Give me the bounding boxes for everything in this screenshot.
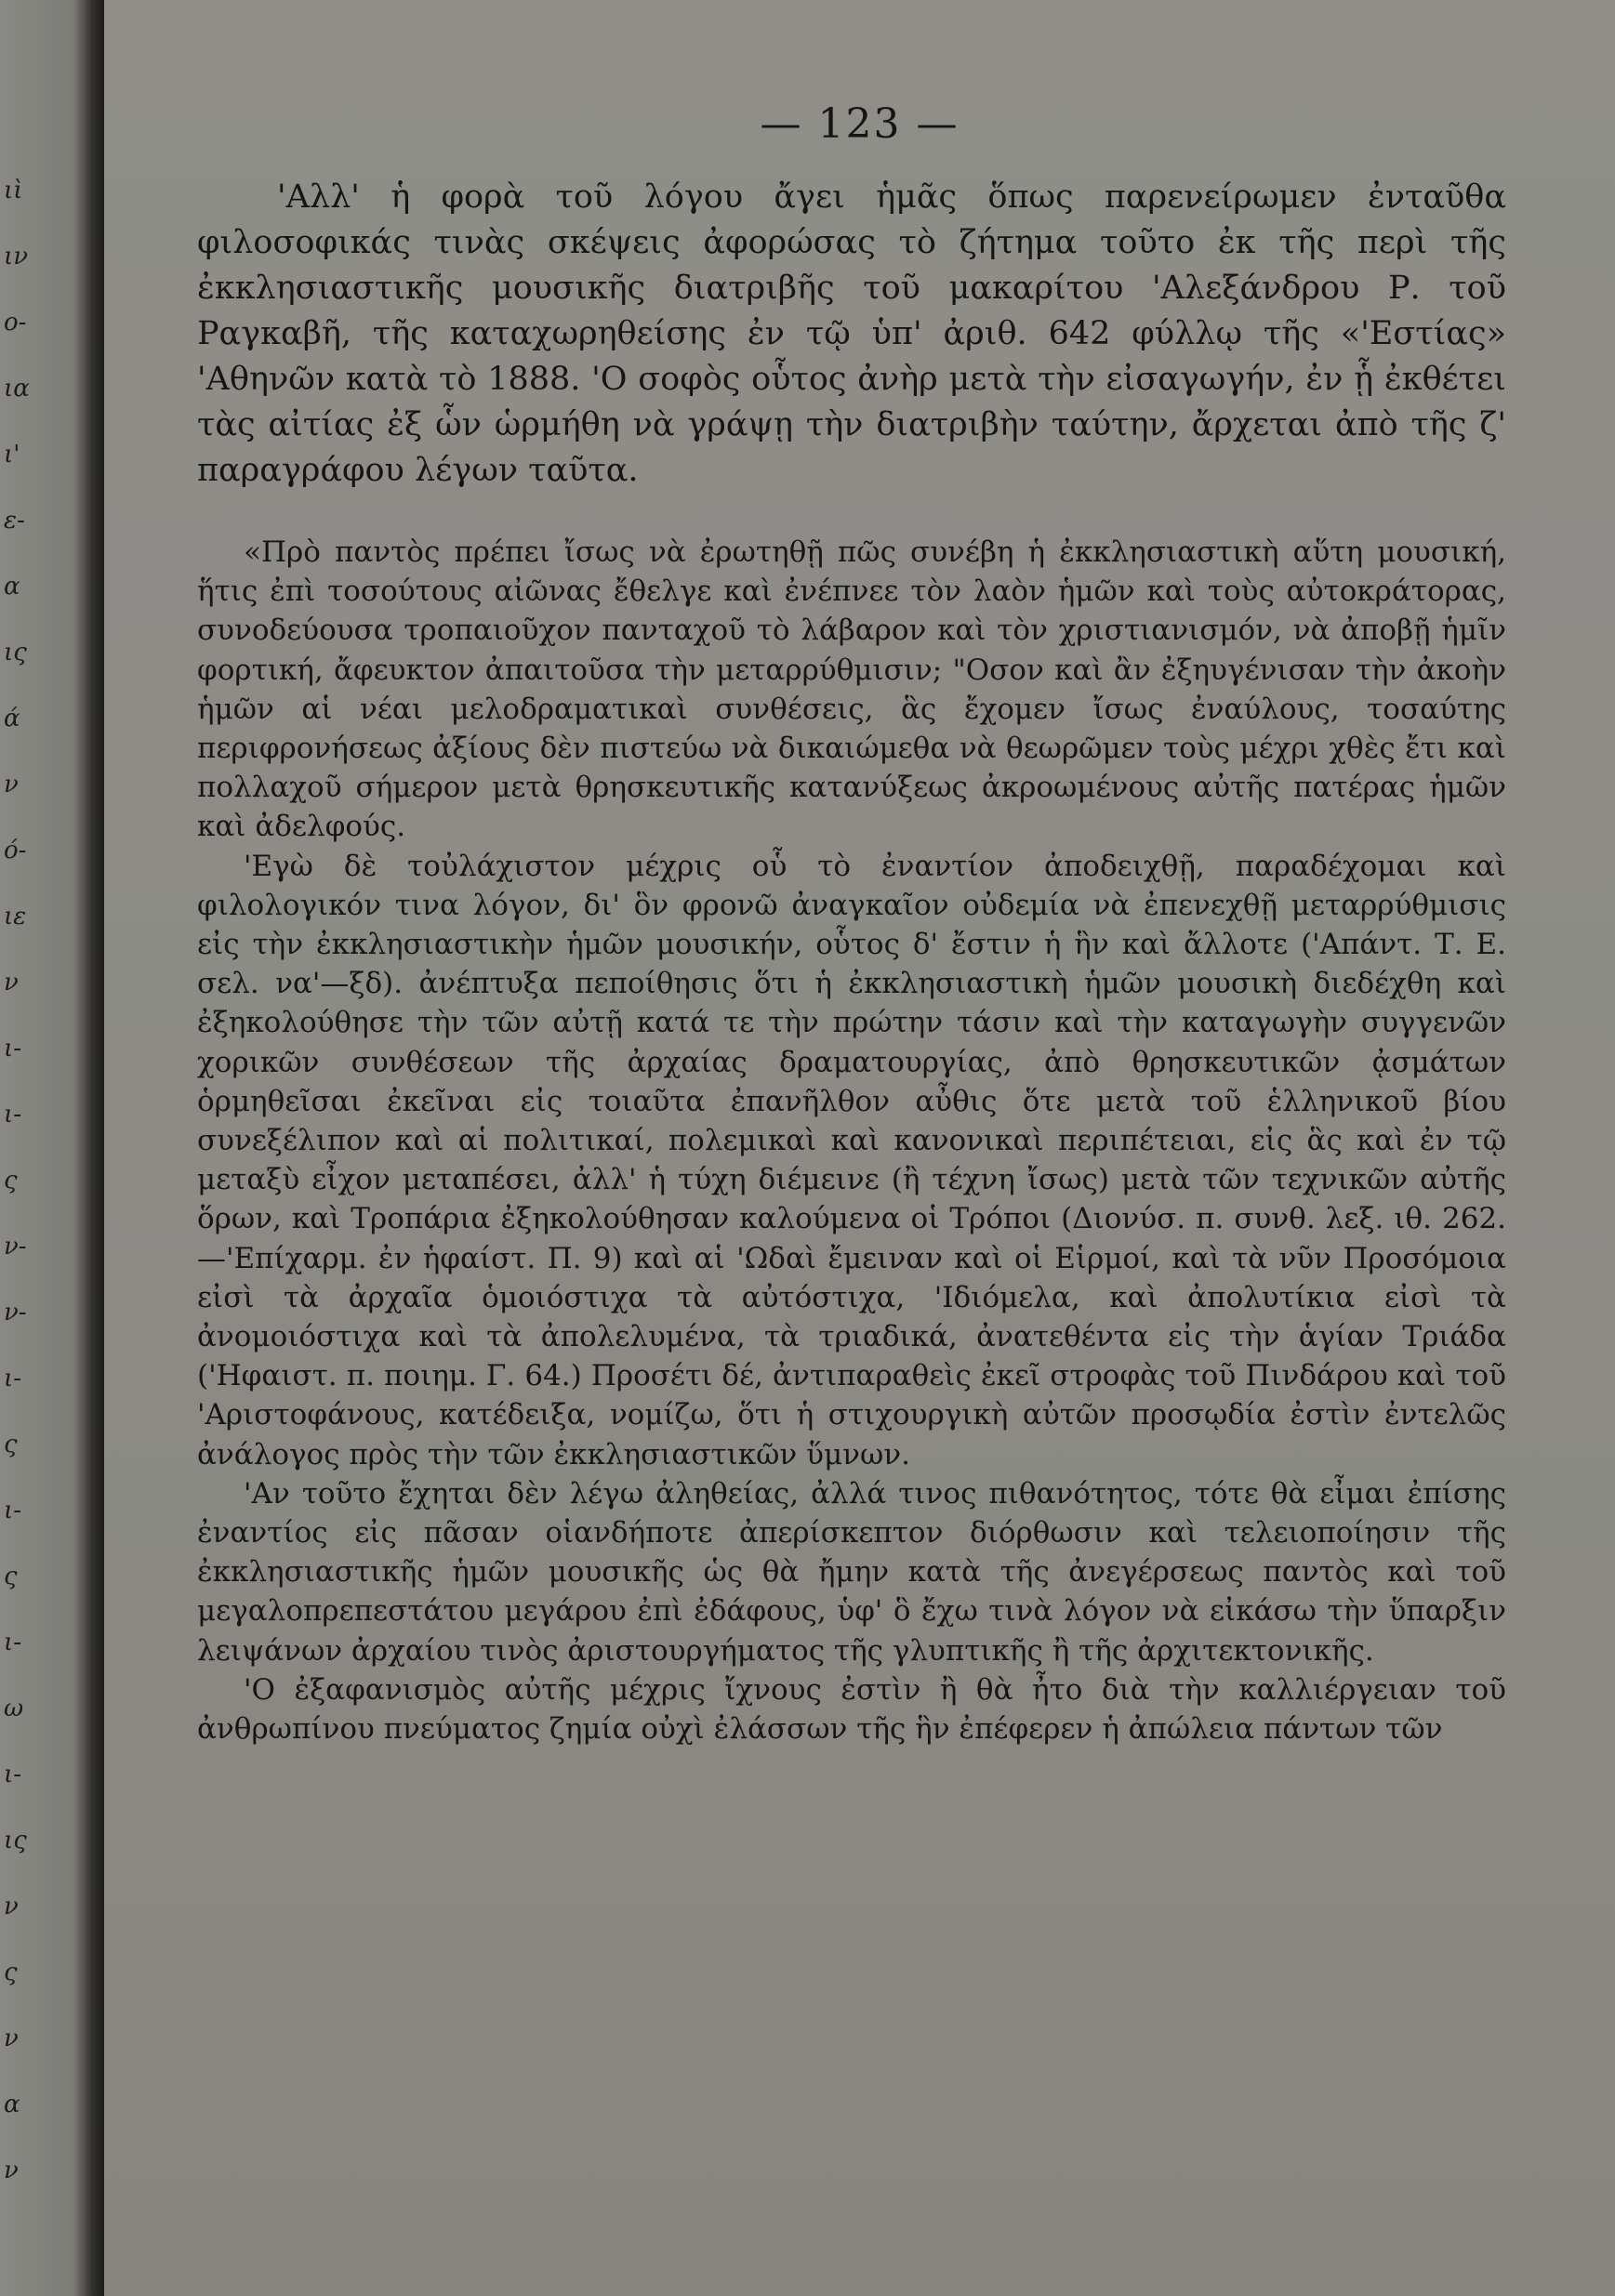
page-body bbox=[197, 175, 1506, 1748]
adjacent-page-strip bbox=[0, 0, 104, 2296]
adjacent-page-fragment: α bbox=[4, 573, 20, 600]
adjacent-page-fragment: ιε bbox=[4, 903, 27, 930]
adjacent-page-fragment: ν bbox=[4, 2157, 19, 2184]
quoted-passage bbox=[197, 533, 1506, 1748]
book-page bbox=[104, 0, 1615, 2296]
adjacent-page-fragment: ι- bbox=[4, 1761, 21, 1788]
adjacent-page-fragment: ν bbox=[4, 969, 19, 996]
adjacent-page-text-fragments bbox=[0, 0, 104, 2296]
adjacent-page-fragment: ό- bbox=[4, 837, 27, 864]
adjacent-page-fragment: α bbox=[4, 2091, 20, 2118]
adjacent-page-fragment: ν bbox=[4, 1893, 19, 1920]
adjacent-page-fragment: ς bbox=[4, 1563, 18, 1590]
adjacent-page-fragment: ι- bbox=[4, 1035, 21, 1062]
adjacent-page-fragment: ο- bbox=[4, 309, 27, 336]
adjacent-page-fragment: ν- bbox=[4, 1233, 27, 1260]
adjacent-page-fragment: ς bbox=[4, 1431, 18, 1458]
page-number: — 123 — bbox=[760, 100, 960, 148]
intro-paragraph bbox=[197, 175, 1506, 494]
adjacent-page-fragment: ν bbox=[4, 771, 19, 798]
adjacent-page-fragment: ν- bbox=[4, 1299, 27, 1326]
adjacent-page-fragment: ς bbox=[4, 1959, 18, 1986]
quote-paragraph: 'Ο ἐξαφανισμὸς αὐτῆς μέχρις ἴχνους ἐστὶν ἢ θὰ ἦτο διὰ τὴν καλλιέργειαν τοῦ ἀνθρωπίνου πνεύματος ζημία οὐχὶ ἐλάσσων τῆς ἣν ἐπέφερεν ἡ ἀπώλεια πάντων τῶν bbox=[197, 1672, 1506, 1747]
quote-paragraph: 'Αν τοῦτο ἔχηται δὲν λέγω ἀληθείας, ἀλλά τινος πιθανότητος, τότε θὰ εἶμαι ἐπίσης ἐναντίος εἰς πᾶσαν οἱανδήποτε ἀπερίσκεπτον διόρθωσιν καὶ τελειοποίησιν τῆς ἐκκλησιαστικῆς ἡμῶν μουσικῆς ὡς θὰ ἤμην κατὰ τῆς ἀνεγέρσεως παντὸς καὶ τοῦ μεγαλοπρεπεστάτου μεγάρου ἐπὶ ἐδάφους, ὑφ' ὃ ἔχω τινὰ λόγον νὰ εἰκάσω τὴν ὕπαρξιν λειψάνων ἀρχαίου τινὸς ἀριστουργήματος τῆς γλυπτικῆς ἢ τῆς ἀρχιτεκτονικῆς. bbox=[197, 1476, 1506, 1668]
adjacent-page-fragment: ω bbox=[4, 1695, 24, 1722]
adjacent-page-fragment: ια bbox=[4, 375, 30, 402]
adjacent-page-fragment: ι- bbox=[4, 1101, 21, 1128]
adjacent-page-fragment: ιὶ bbox=[4, 177, 23, 205]
adjacent-page-fragment: ς bbox=[4, 1167, 18, 1194]
intro-paragraph-text: 'Αλλ' ἡ φορὰ τοῦ λόγου ἄγει ἡμᾶς ὅπως παρενείρωμεν ἐνταῦθα φιλοσοφικάς τινὰς σκέψεις ἀφορώσας τὸ ζήτημα τοῦτο ἐκ τῆς περὶ τῆς ἐκκλησιαστικῆς μουσικῆς διατριβῆς τοῦ μακαρίτου 'Αλεξάνδρου Ρ. τοῦ Ραγκαβῆ, τῆς καταχωρηθείσης ἐν τῷ ὑπ' ἀριθ. 642 φύλλῳ τῆς «'Εστίας» 'Αθηνῶν κατὰ τὸ 1888. 'Ο σοφὸς οὗτος ἀνὴρ μετὰ τὴν εἰσαγωγήν, ἐν ᾗ ἐκθέτει τὰς αἰτίας ἐξ ὧν ὡρμήθη νὰ γράψῃ τὴν διατριβὴν ταύτην, ἄρχεται ἀπὸ τῆς ζ' παραγράφου λέγων ταῦτα. bbox=[197, 178, 1506, 489]
adjacent-page-fragment: ν bbox=[4, 2025, 19, 2052]
adjacent-page-fragment: ι- bbox=[4, 1497, 21, 1524]
adjacent-page-fragment: ις bbox=[4, 1827, 27, 1854]
quote-paragraph: 'Εγὼ δὲ τοὐλάχιστον μέχρις οὗ τὸ ἐναντίον ἀποδειχθῇ, παραδέχομαι καὶ φιλολογικόν τινα λόγον, δι' ὃν φρονῶ ἀναγκαῖον οὐδεμία νὰ ἐπενεχθῇ μεταρρύθμισις εἰς τὴν ἐκκλησιαστικὴν ἡμῶν μουσικήν, οὗτος δ' ἔστιν ἡ ἣν καὶ ἄλλοτε ('Απάντ. Τ. Ε. σελ. να'—ξδ). ἀνέπτυξα πεποίθησις ὅτι ἡ ἐκκλησιαστικὴ ἡμῶν μουσικὴ διεδέχθη καὶ ἐξηκολούθησε τὴν τῶν αὐτῇ κατά τε τὴν πρώτην τάσιν καὶ τὴν καταγωγὴν συγγενῶν χορικῶν συνθέσεων τῆς ἀρχαίας δραματουργίας, ἀπὸ θρησκευτικῶν ᾀσμάτων ὁρμηθεῖσαι ἐκεῖναι εἰς τοιαῦτα ἐπανῆλθον αὖθις ὅτε μετὰ τοῦ ἑλληνικοῦ βίου συνεξέλιπον καὶ αἱ πολιτικαί, πολεμικαὶ καὶ κανονικαὶ περιπέτειαι, εἰς ἃς καὶ ἐν τῷ μεταξὺ εἶχον μεταπέσει, ἀλλ' ἡ τύχη διέμεινε (ἢ τέχνη ἴσως) μετὰ τῶν τεχνικῶν αὐτῆς ὅρων, καὶ Τροπάρια ἐξηκολούθησαν καλούμενα οἱ Τρόποι (Διονύσ. π. συνθ. λεξ. ιθ. 262.—'Επίχαρμ. ἐν ἡφαίστ. Π. 9) καὶ αἱ 'Ωδαὶ ἔμειναν καὶ οἱ Εἱρμοί, καὶ τὰ νῦν Προσόμοια εἰσὶ τὰ ἀρχαῖα ὁμοιόστιχα τὰ αὐτόστιχα, 'Ιδιόμελα, καὶ ἀπολυτίκια εἰσὶ τὰ ἀνομοιόστιχα καὶ τὰ ἀπολελυμένα, τὰ τριαδικά, ἀνατεθέντα εἰς τὴν ἁγίαν Τριάδα ('Ηφαιστ. π. ποιημ. Γ. 64.) Προσέτι δέ, ἀντιπαραθεὶς ἐκεῖ στροφὰς τοῦ Πινδάρου καὶ τοῦ 'Αριστοφάνους, κατέδειξα, νομίζω, ὅτι ἡ στιχουργικὴ αὐτῶν προσῳδία ἐστὶν ἐντελῶς ἀνάλογος πρὸς τὴν τῶν ἐκκλησιαστικῶν ὕμνων. bbox=[197, 849, 1506, 1471]
quote-paragraph: «Πρὸ παντὸς πρέπει ἴσως νὰ ἐρωτηθῇ πῶς συνέβη ἡ ἐκκλησιαστικὴ αὕτη μουσική, ἥτις ἐπὶ τοσούτους αἰῶνας ἔθελγε καὶ ἐνέπνεε τὸν λαὸν ἡμῶν καὶ τοὺς αὐτοκράτορας, συνοδεύουσα τροπαιοῦχον πανταχοῦ τὸ λάβαρον καὶ τὸν χριστιανισμόν, νὰ ἀποβῇ ἡμῖν φορτική, ἄφευκτον ἀπαιτοῦσα τὴν μεταρρύθμισιν; "Οσον καὶ ἂν ἐξηυγένισαν τὴν ἀκοὴν ἡμῶν αἱ νέαι μελοδραματικαὶ συνθέσεις, ἃς ἔχομεν ἴσως ἐναύλους, τοσαύτης περιφρονήσεως ἀξίους δὲν πιστεύω νὰ δικαιώμεθα νὰ θεωρῶμεν τοὺς μέχρι χθὲς ἔτι καὶ πολλαχοῦ σήμερον μετὰ θρησκευτικῆς κατανύξεως ἀκροωμένους αὐτῆς πατέρας ἡμῶν καὶ ἀδελφούς. bbox=[197, 535, 1506, 844]
adjacent-page-fragment: ις bbox=[4, 639, 27, 666]
adjacent-page-fragment: ά bbox=[4, 705, 20, 732]
adjacent-page-fragment: ι- bbox=[4, 1365, 21, 1392]
adjacent-page-fragment: ι' bbox=[4, 441, 20, 468]
adjacent-page-fragment: ι- bbox=[4, 1629, 21, 1656]
adjacent-page-fragment: ε- bbox=[4, 507, 25, 534]
adjacent-page-fragment: ιν bbox=[4, 243, 28, 271]
